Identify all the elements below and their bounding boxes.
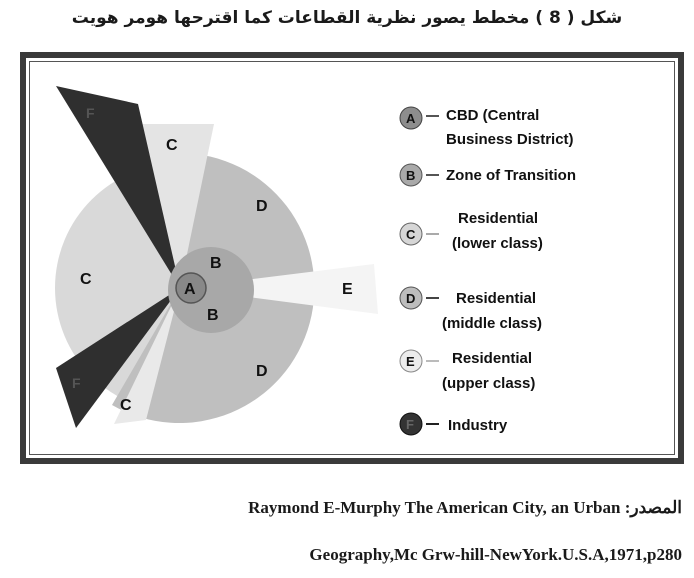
legend-letter-e: E [406, 354, 415, 369]
legend-text-d-1: Residential [456, 290, 537, 307]
legend-text-a-2: Business District) [446, 131, 574, 148]
label-d-top: D [256, 198, 268, 215]
legend-letter-d: D [406, 291, 416, 306]
label-c-bottom: C [120, 397, 132, 414]
figure-caption: شكل ( 8 ) مخطط يصور نظرية القطاعات كما اقترحها هومر هويت [71, 8, 623, 28]
legend-item-e [400, 350, 535, 392]
legend [400, 107, 576, 435]
legend-item-f [400, 413, 508, 435]
legend-text-a-1: CBD (Central [446, 107, 540, 124]
label-f-bottom: F [72, 375, 81, 391]
legend-text-e-1: Residential [452, 350, 533, 367]
label-c-left: C [80, 271, 92, 288]
legend-letter-c: C [406, 227, 416, 242]
legend-text-c-1: Residential [458, 210, 539, 227]
legend-letter-f: F [406, 417, 414, 432]
legend-text-e-2: (upper class) [442, 375, 536, 392]
legend-item-a [400, 107, 574, 148]
sector-model-diagram [26, 58, 678, 458]
legend-text-c-2: (lower class) [452, 235, 543, 252]
legend-item-c [400, 210, 543, 252]
label-c-top: C [166, 137, 178, 154]
legend-text-f-1: Industry [448, 417, 508, 434]
source-citation-line-2: Geography,Mc Grw-hill-NewYork.U.S.A,1971,p280 [309, 545, 682, 564]
legend-item-d [400, 287, 542, 332]
label-d-bottom: D [256, 363, 268, 380]
legend-letter-a: A [406, 111, 416, 126]
label-e: E [342, 281, 353, 298]
label-f-top: F [86, 105, 95, 121]
label-b-upper: B [210, 255, 222, 272]
source-citation-line-1: المصدر: Raymond E-Murphy The American City, an Urban [248, 498, 682, 517]
label-a: A [184, 281, 196, 298]
legend-text-b-1: Zone of Transition [446, 167, 576, 184]
legend-item-b [400, 164, 576, 186]
legend-text-d-2: (middle class) [442, 315, 543, 332]
label-b-lower: B [207, 307, 219, 324]
legend-letter-b: B [406, 168, 416, 183]
